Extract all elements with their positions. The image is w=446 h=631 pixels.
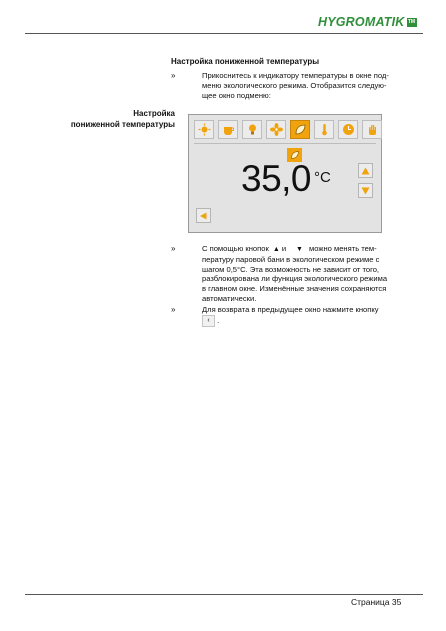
step-3-period: . [217, 315, 220, 325]
step-2-text-c: можно менять тем- [309, 244, 377, 253]
step-1-line: Прикоснитесь к индикатору температуры в окне под- [202, 71, 389, 80]
thermometer-icon[interactable] [314, 120, 334, 139]
decrease-button[interactable] [358, 183, 373, 198]
page-number: Страница 35 [351, 597, 402, 607]
light-bulb-icon[interactable] [242, 120, 262, 139]
step-3-text [202, 305, 407, 327]
step-2-line: разблокирована ли функция экологического режима [202, 274, 388, 284]
brand-logo [318, 14, 417, 30]
step-1-text [202, 71, 407, 100]
side-label-line-2: пониженной температуры [70, 120, 175, 129]
temperature-unit: °C [314, 169, 331, 186]
step-2-line: автоматически. [202, 293, 257, 303]
step-2-line: в главном окне. Изменённые значения сохраняются [202, 284, 387, 294]
bullet-3: » [171, 305, 176, 314]
triangle-down-icon [361, 187, 370, 195]
footer-rule [25, 594, 423, 595]
fan-icon[interactable] [266, 120, 286, 139]
header-rule [25, 33, 423, 34]
increase-button[interactable] [358, 163, 373, 178]
clock-icon[interactable] [338, 120, 358, 139]
triangle-left-icon [199, 212, 208, 220]
section-heading: Настройка пониженной температуры [171, 57, 320, 66]
brand-name: HYGROMATIK [318, 15, 405, 29]
cup-icon[interactable] [218, 120, 238, 139]
step-3-line: Для возврата в предыдущее окно нажмите кнопку [202, 305, 379, 314]
bullet-2: » [171, 244, 176, 253]
sun-icon[interactable] [194, 120, 214, 139]
back-button[interactable] [196, 208, 211, 223]
bullet-1: » [171, 71, 176, 80]
step-2-text [202, 244, 407, 304]
step-2-line-first [202, 244, 407, 255]
temperature-display[interactable]: 35,0 [241, 158, 312, 199]
step-2-text-b: и [281, 244, 287, 253]
side-label-line-1: Настройка [133, 109, 175, 118]
step-1-line: щее окно подменю: [202, 90, 271, 100]
eco-leaf-icon[interactable] [290, 120, 310, 139]
triangle-up-icon [361, 167, 370, 175]
triangle-down-icon: ▼ [288, 246, 307, 253]
step-2-text-a: С помощью кнопок [202, 244, 269, 253]
step-2-line: пературу паровой бани в экологическом режиме с [202, 254, 380, 264]
device-screen [188, 114, 382, 233]
triangle-up-icon: ▲ [270, 246, 280, 253]
step-1-line: меню экологического режима. Отобразится следую- [202, 80, 387, 90]
screen-divider [194, 143, 376, 144]
step-3-line-2 [202, 315, 407, 327]
menu-icon-row [194, 120, 382, 139]
back-icon: ‹ [202, 315, 215, 327]
brand-badge: TM [407, 19, 416, 25]
side-label [40, 108, 175, 130]
step-2-line: шагом 0,5°C. Эта возможность не зависит от того, [202, 264, 380, 274]
hand-icon[interactable] [362, 120, 382, 139]
